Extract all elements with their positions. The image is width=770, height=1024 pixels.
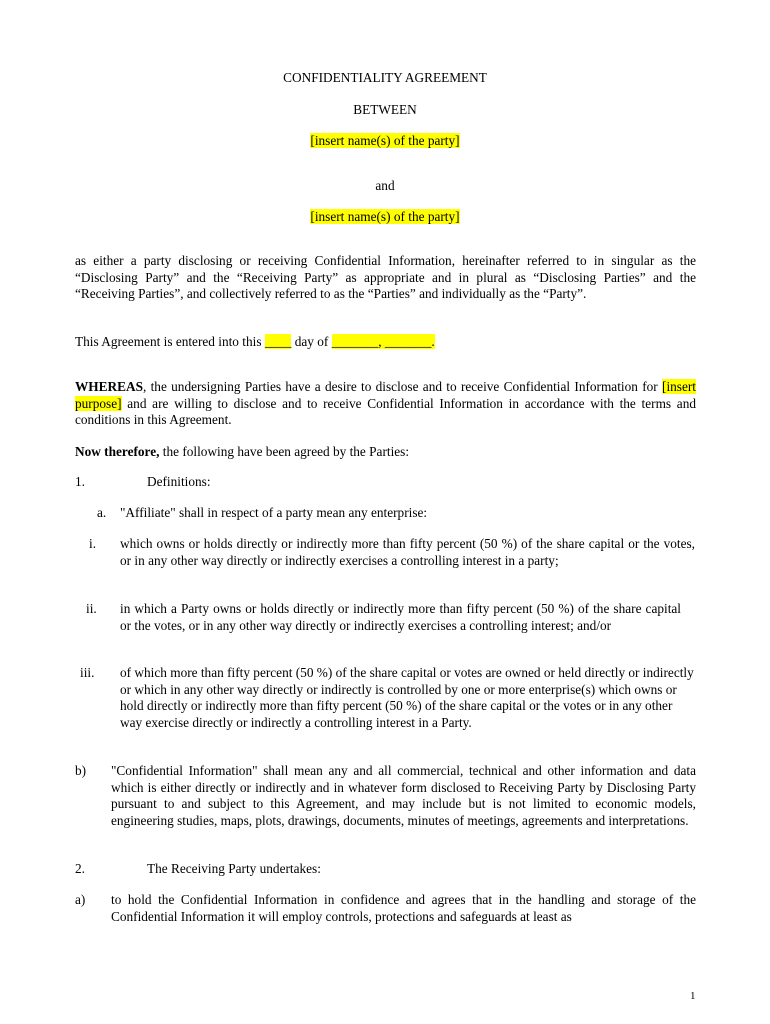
entered-day-blank: ____ xyxy=(264,334,292,349)
item-i-number: i. xyxy=(89,536,97,551)
party-two-line xyxy=(0,209,770,226)
party-one-placeholder: [insert name(s) of the party] xyxy=(310,133,460,148)
now-therefore-text: the following have been agreed by the Parties: xyxy=(162,444,410,459)
entered-date-blank: _______, _______. xyxy=(331,334,435,349)
whereas-text-a: , the undersigning Parties have a desire to disclose and to receive Confidential Information for xyxy=(142,379,658,394)
entered-mid: day of xyxy=(294,334,329,349)
item-iii-number: iii. xyxy=(80,665,95,680)
item-a-label: a. xyxy=(97,505,107,520)
section-2-title: The Receiving Party undertakes: xyxy=(147,861,321,876)
item-ii-text: in which a Party owns or holds directly or indirectly more than fifty percent (50 %) of the share capital or the votes, or in any other way directly or indirectly exercises a controlling interest; and/or xyxy=(120,601,681,633)
whereas-text-b: and are willing to disclose and to receive Confidential Information in accordance with the terms and conditions in this Agreement. xyxy=(75,395,697,428)
item-ii-number: ii. xyxy=(86,601,97,616)
page-number: 1 xyxy=(690,990,696,1002)
section-1-number: 1. xyxy=(75,474,85,489)
intro-paragraph: as either a party disclosing or receiving Confidential Information, hereinafter referred to in singular as the “Disclosing Party” and the “Receiving Party” as appropriate and in plural as “Disclosing Parties” and the “Receiving Parties”, and collectively referred to as the “Parties” and individually as the “Party”. xyxy=(75,253,696,302)
item-a-text: "Affiliate" shall in respect of a party mean any enterprise: xyxy=(120,505,428,520)
whereas-paragraph xyxy=(75,379,696,429)
party-one-line xyxy=(0,133,770,150)
item-iii-text: of which more than fifty percent (50 %) of the share capital or votes are owned or held directly or indirectly or which in any other way directly or indirectly is controlled by one or more enterprise(s) which owns or hold directly or indirectly more than fifty percent (50 %) of the share capital or the votes or in any other way exercise directly or indirectly a controlling interest in a Party. xyxy=(120,665,694,730)
purpose-placeholder: [insert purpose] xyxy=(75,379,696,411)
item-2a-text: to hold the Confidential Information in confidence and agrees that in the handling and storage of the Confidential Information it will employ controls, protections and safeguards at least as xyxy=(111,892,696,924)
item-2a-number: a) xyxy=(75,892,86,907)
entered-line xyxy=(75,334,696,351)
document-title: CONFIDENTIALITY AGREEMENT xyxy=(283,70,487,85)
now-therefore-line xyxy=(75,444,696,461)
item-b-text: "Confidential Information" shall mean any and all commercial, technical and other information and data which is either directly or indirectly and in whatever form disclosed to Receiving Party by Disclosing Party pursuant to and subject to this Agreement, and may include but is not limited to economic models, engineering studies, maps, plots, drawings, documents, minutes of meetings, agreements and interpretations. xyxy=(111,763,696,828)
whereas-bold: WHEREAS xyxy=(75,379,143,394)
now-therefore-bold: Now therefore, xyxy=(75,444,160,459)
entered-prefix: This Agreement is entered into this xyxy=(75,334,262,349)
party-two-placeholder: [insert name(s) of the party] xyxy=(310,209,460,224)
section-1-title: Definitions: xyxy=(147,474,211,489)
and-label: and xyxy=(375,178,395,193)
between-label: BETWEEN xyxy=(353,102,417,117)
item-b-number: b) xyxy=(75,763,87,778)
section-2-number: 2. xyxy=(75,861,85,876)
item-i-text: which owns or holds directly or indirectly more than fifty percent (50 %) of the share capital or the votes, or in any other way directly or indirectly exercises a controlling interest in a party; xyxy=(120,536,695,568)
